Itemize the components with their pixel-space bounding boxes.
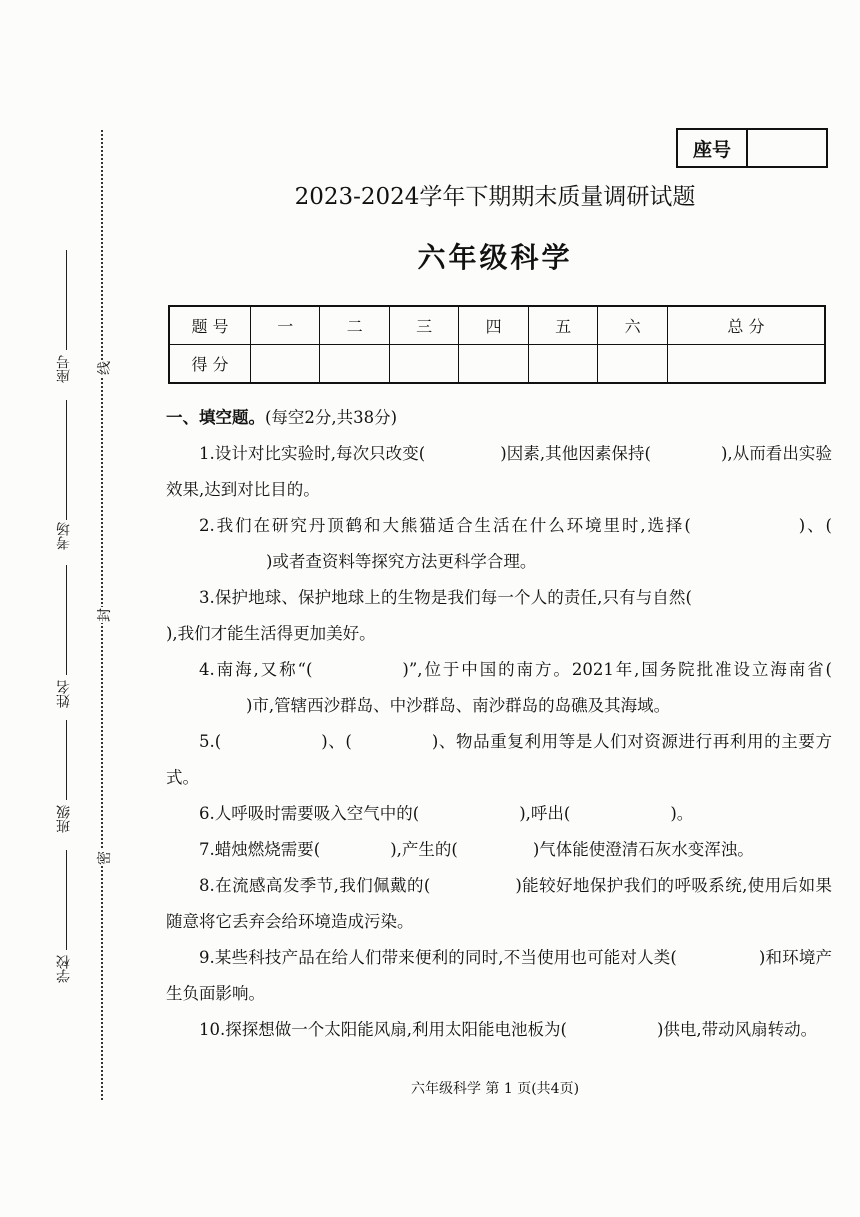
question-text: )”,位于中国的南方。2021年,国务院批准设立海南省(: [402, 660, 832, 679]
question-4: [166, 652, 832, 724]
question-2: [166, 508, 832, 580]
question-text: 3.保护地球、保护地球上的生物是我们每一个人的责任,只有与自然(: [199, 588, 692, 607]
question-6: [166, 796, 832, 832]
exam-room-field-label: 考场: [56, 522, 72, 550]
section-heading: [166, 400, 832, 436]
school-field-label: 学校: [56, 955, 72, 983]
question-10: [166, 1012, 832, 1048]
question-text: )气体能使澄清石灰水变浑浊。: [532, 840, 754, 859]
score-header-cell: 三: [389, 306, 458, 345]
seat-field-label: 座号: [56, 355, 72, 383]
class-field-line: [66, 720, 67, 800]
score-header-cell: 五: [528, 306, 597, 345]
question-7: [166, 832, 832, 868]
question-5: [166, 724, 832, 796]
score-row-label: 得 分: [169, 345, 251, 384]
score-cell[interactable]: [320, 345, 389, 384]
score-cell[interactable]: [459, 345, 528, 384]
score-header-cell: 一: [251, 306, 320, 345]
score-table: [168, 305, 826, 384]
question-text: )。: [670, 804, 694, 823]
question-3: [166, 580, 832, 652]
score-value-row: [169, 345, 825, 384]
seat-field-line: [66, 250, 67, 350]
question-text: )或者查资料等探究方法更科学合理。: [266, 552, 537, 571]
name-field-label: 姓名: [56, 680, 72, 708]
question-text: 10.探探想做一个太阳能风扇,利用太阳能电池板为(: [199, 1020, 567, 1039]
question-text: 6.人呼吸时需要吸入空气中的(: [199, 804, 420, 823]
question-text: )、(: [798, 516, 832, 535]
school-field-line: [66, 850, 67, 950]
question-text: )市,管辖西沙群岛、中沙群岛、南沙群岛的岛礁及其海域。: [246, 696, 671, 715]
question-text: )、物品重复利用等是人们对资源进行再利用的主要方式。: [166, 732, 833, 787]
score-header-cell: 四: [459, 306, 528, 345]
score-header-cell: 总 分: [667, 306, 825, 345]
score-header-cell: 题 号: [169, 306, 251, 345]
seat-number-label: 座号: [678, 130, 748, 166]
score-header-cell: 六: [598, 306, 667, 345]
page-footer: 六年级科学 第 1 页(共4页): [410, 1081, 580, 1097]
seal-char-xian: 线: [94, 360, 114, 376]
question-text: )和环境产生负面影响。: [166, 948, 832, 1003]
binding-margin: [0, 0, 130, 1217]
section-note: (每空2分,共38分): [265, 408, 398, 427]
question-text: )因素,其他因素保持(: [500, 444, 651, 463]
question-text: ),我们才能生活得更加美好。: [166, 624, 376, 643]
question-text: ),从而看出实验效果,达到对比目的。: [166, 444, 832, 499]
score-header-cell: 二: [320, 306, 389, 345]
question-text: 2.我们在研究丹顶鹤和大熊猫适合生活在什么环境里时,选择(: [199, 516, 691, 535]
score-cell[interactable]: [598, 345, 667, 384]
question-text: 7.蜡烛燃烧需要(: [199, 840, 321, 859]
score-cell[interactable]: [528, 345, 597, 384]
question-text: ),呼出(: [519, 804, 571, 823]
question-1: [166, 436, 832, 508]
question-text: 4.南海,又称“(: [199, 660, 313, 679]
score-cell[interactable]: [251, 345, 320, 384]
question-text: 8.在流感高发季节,我们佩戴的(: [199, 876, 431, 895]
score-header-row: [169, 306, 825, 345]
name-field-line: [66, 565, 67, 675]
question-section: [166, 400, 832, 1048]
seal-char-feng: 封: [94, 607, 114, 623]
question-8: [166, 868, 832, 940]
question-text: )供电,带动风扇转动。: [656, 1020, 818, 1039]
score-cell[interactable]: [667, 345, 825, 384]
question-text: )能较好地保护我们的呼吸系统,使用后如果随意将它丢弃会给环境造成污染。: [166, 876, 832, 931]
seat-number-box: [676, 128, 828, 168]
seat-number-field[interactable]: [748, 130, 826, 166]
question-9: [166, 940, 832, 1012]
question-text: 9.某些科技产品在给人们带来便利的同时,不当使用也可能对人类(: [199, 948, 677, 967]
exam-subtitle: 六年级科学: [417, 241, 573, 274]
exam-title: 2023-2024学年下期期末质量调研试题: [294, 184, 696, 210]
score-cell[interactable]: [389, 345, 458, 384]
question-text: 1.设计对比实验时,每次只改变(: [199, 444, 426, 463]
question-text: )、(: [321, 732, 352, 751]
question-text: 5.(: [199, 732, 222, 751]
exam-room-field-line: [66, 400, 67, 520]
section-title: 一、填空题。: [166, 408, 265, 427]
seal-char-mi: 密: [94, 850, 114, 866]
question-text: ),产生的(: [390, 840, 458, 859]
class-field-label: 班级: [56, 805, 72, 833]
